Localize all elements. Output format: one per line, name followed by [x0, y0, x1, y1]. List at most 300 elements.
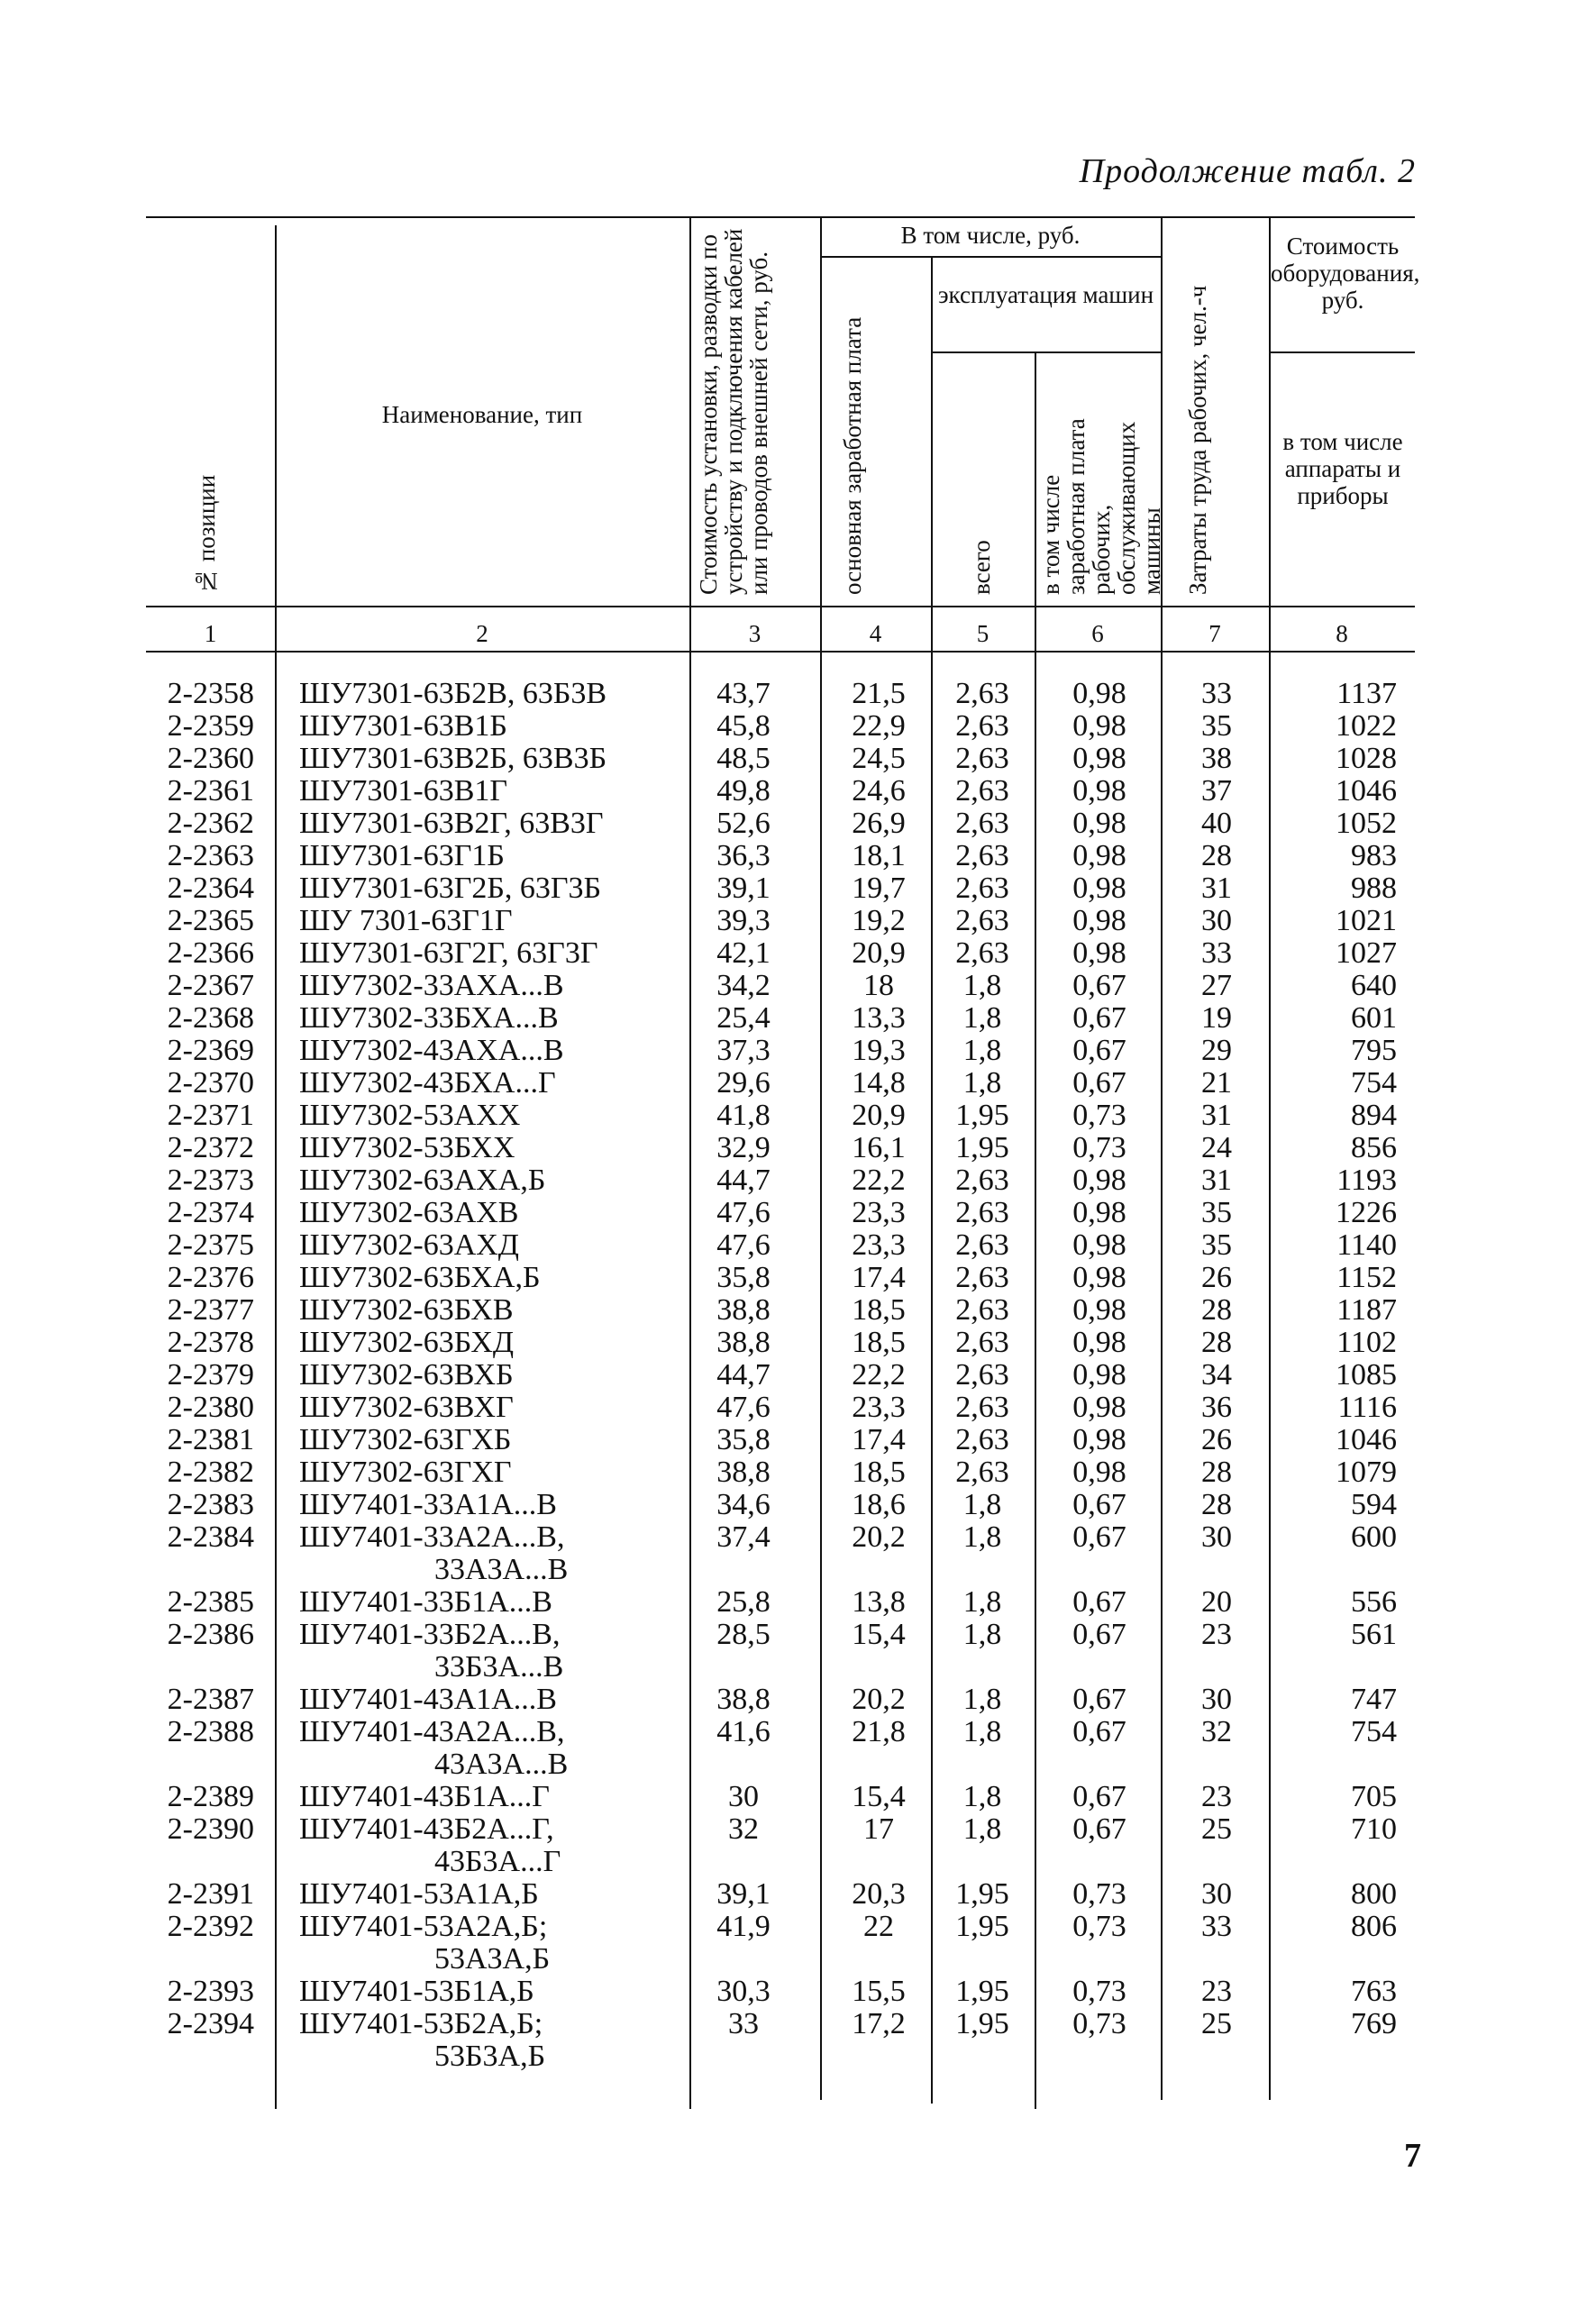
- cell-install-cost: 39,3: [716, 904, 771, 937]
- cell-apparatus: 594: [1351, 1488, 1397, 1521]
- cell-machine-total: 2,63: [955, 677, 1009, 710]
- cell-operator-wage: 0,67: [1072, 1780, 1126, 1813]
- cell-labor: 27: [1201, 969, 1232, 1002]
- cell-install-cost: 32: [728, 1812, 759, 1846]
- cell-base-wage: 22,2: [852, 1164, 906, 1197]
- cell-apparatus: 1052: [1336, 807, 1397, 840]
- cell-machine-total: 1,8: [962, 1520, 1002, 1554]
- cell-machine-total: 1,95: [955, 1131, 1009, 1164]
- page-number: 7: [1404, 2137, 1421, 2175]
- cell-name-line: ШУ7401-43Б2А...Г,: [299, 1812, 554, 1846]
- cell-apparatus: 795: [1351, 1034, 1397, 1067]
- cell-base-wage: 18: [863, 969, 894, 1002]
- cell-name: [299, 1489, 557, 1521]
- cell-install-cost: 47,6: [716, 1196, 771, 1229]
- header-total: всего: [968, 540, 995, 595]
- cell-position: 2-2375: [167, 1228, 254, 1262]
- cell-install-cost: 47,6: [716, 1228, 771, 1262]
- cell-name-line: ШУ7302-33АХА...В: [299, 969, 564, 1002]
- cell-install-cost: 43,7: [716, 677, 771, 710]
- cell-operator-wage: 0,98: [1072, 1261, 1126, 1294]
- col-divider-2: [689, 216, 691, 2109]
- cell-name-line: ШУ7302-63ВХГ: [299, 1391, 514, 1424]
- cell-name: [299, 872, 601, 905]
- cell-operator-wage: 0,98: [1072, 1164, 1126, 1197]
- group-rule: [820, 256, 1161, 258]
- cell-labor: 31: [1201, 1099, 1232, 1132]
- cell-name-line: ШУ7302-43БХА...Г: [299, 1066, 556, 1100]
- cell-base-wage: 18,1: [852, 839, 906, 872]
- cell-apparatus: 1193: [1336, 1164, 1397, 1197]
- colnum-bottom-rule: [146, 651, 1415, 653]
- cell-name-line: ШУ7302-43АХА...В: [299, 1034, 564, 1067]
- cell-name-line: ШУ7302-63АХД: [299, 1228, 519, 1262]
- page-title: Продолжение табл. 2: [1079, 152, 1416, 190]
- cell-name-line: ШУ 7301-63Г1Г: [299, 904, 513, 937]
- cell-operator-wage: 0,98: [1072, 839, 1126, 872]
- cell-install-cost: 41,9: [716, 1910, 771, 1943]
- cell-labor: 31: [1201, 1164, 1232, 1197]
- cell-labor: 19: [1201, 1001, 1232, 1035]
- cell-machine-total: 1,8: [962, 1488, 1002, 1521]
- cell-labor: 28: [1201, 1456, 1232, 1489]
- cell-name: [299, 1262, 541, 1294]
- header-labor: Затраты труда рабочих, чел.-ч: [1184, 285, 1211, 595]
- cell-position: 2-2374: [167, 1196, 254, 1229]
- cell-position: 2-2359: [167, 709, 254, 743]
- cell-name-line: ШУ7401-33А1А...В: [299, 1488, 557, 1521]
- cell-install-cost: 30: [728, 1780, 759, 1813]
- cell-operator-wage: 0,98: [1072, 1293, 1126, 1327]
- cell-name: [299, 710, 507, 743]
- cell-name-line: ШУ7302-53АХХ: [299, 1099, 521, 1132]
- table-top-rule: [146, 216, 1415, 218]
- cell-position: 2-2380: [167, 1391, 254, 1424]
- cell-base-wage: 17: [863, 1812, 894, 1846]
- cell-name-line: ШУ7401-43Б1А...Г: [299, 1780, 550, 1813]
- col-divider-1: [275, 225, 277, 2109]
- cell-operator-wage: 0,98: [1072, 936, 1126, 970]
- cell-name: [299, 1716, 568, 1781]
- cell-operator-wage: 0,67: [1072, 1715, 1126, 1748]
- cell-name: [299, 1911, 550, 1976]
- cell-install-cost: 48,5: [716, 742, 771, 775]
- cell-base-wage: 22,2: [852, 1358, 906, 1392]
- header-operator-wage: в том числе заработная плата рабочих, обслуживающих машины: [1037, 418, 1165, 595]
- cell-labor: 33: [1201, 1910, 1232, 1943]
- cell-name-line: ШУ7302-63ГХГ: [299, 1456, 512, 1489]
- cell-apparatus: 710: [1351, 1812, 1397, 1846]
- cell-machine-total: 1,8: [962, 1715, 1002, 1748]
- cell-name-continuation: 33А3А...В: [434, 1553, 569, 1586]
- cell-name: [299, 808, 604, 840]
- cell-position: 2-2385: [167, 1585, 254, 1619]
- cell-operator-wage: 0,73: [1072, 1131, 1126, 1164]
- cell-position: 2-2365: [167, 904, 254, 937]
- header-name: Наименование, тип: [381, 401, 583, 428]
- cell-name-line: ШУ7401-53А1А,Б: [299, 1877, 539, 1911]
- cell-apparatus: 1137: [1336, 677, 1397, 710]
- cell-machine-total: 2,63: [955, 1326, 1009, 1359]
- equip-rule: [1269, 351, 1415, 353]
- cell-operator-wage: 0,98: [1072, 1196, 1126, 1229]
- cell-install-cost: 38,8: [716, 1326, 771, 1359]
- cell-labor: 23: [1201, 1975, 1232, 2008]
- cell-labor: 35: [1201, 1228, 1232, 1262]
- cell-base-wage: 22,9: [852, 709, 906, 743]
- colnum-2: 2: [476, 620, 488, 647]
- header-group: В том числе, руб.: [900, 222, 1081, 249]
- cell-install-cost: 29,6: [716, 1066, 771, 1100]
- cell-name-line: ШУ7302-63БХД: [299, 1326, 515, 1359]
- cell-position: 2-2387: [167, 1683, 254, 1716]
- cell-machine-total: 1,8: [962, 969, 1002, 1002]
- cell-machine-total: 2,63: [955, 807, 1009, 840]
- cell-machine-total: 2,63: [955, 1456, 1009, 1489]
- cell-base-wage: 21,8: [852, 1715, 906, 1748]
- cell-operator-wage: 0,98: [1072, 904, 1126, 937]
- cell-position: 2-2367: [167, 969, 254, 1002]
- cell-position: 2-2383: [167, 1488, 254, 1521]
- cell-name-line: ШУ7301-63Г1Б: [299, 839, 505, 872]
- cell-machine-total: 2,63: [955, 1293, 1009, 1327]
- cell-name-line: ШУ7301-63Б2В, 63Б3В: [299, 677, 607, 710]
- header-apparatus: в том числе аппараты и приборы: [1282, 428, 1403, 509]
- cell-base-wage: 18,6: [852, 1488, 906, 1521]
- cell-machine-total: 1,95: [955, 1975, 1009, 2008]
- cell-install-cost: 42,1: [716, 936, 771, 970]
- colnum-8: 8: [1336, 620, 1348, 647]
- cell-labor: 30: [1201, 904, 1232, 937]
- cell-name-line: ШУ7401-53А2А,Б;: [299, 1910, 548, 1943]
- cell-machine-total: 2,63: [955, 1196, 1009, 1229]
- cell-apparatus: 1085: [1336, 1358, 1397, 1392]
- colnum-6: 6: [1091, 620, 1104, 647]
- cell-labor: 35: [1201, 1196, 1232, 1229]
- colnum-5: 5: [976, 620, 990, 647]
- cell-install-cost: 39,1: [716, 1877, 771, 1911]
- cell-name: [299, 1813, 561, 1878]
- cell-install-cost: 44,7: [716, 1164, 771, 1197]
- cell-operator-wage: 0,67: [1072, 1488, 1126, 1521]
- cell-name: [299, 1878, 539, 1911]
- cell-install-cost: 38,8: [716, 1683, 771, 1716]
- cell-operator-wage: 0,98: [1072, 742, 1126, 775]
- cell-name: [299, 905, 513, 937]
- colnum-3: 3: [748, 620, 762, 647]
- cell-operator-wage: 0,73: [1072, 1099, 1126, 1132]
- cell-labor: 26: [1201, 1261, 1232, 1294]
- cell-name: [299, 1976, 534, 2008]
- cell-labor: 31: [1201, 872, 1232, 905]
- colnum-1: 1: [204, 620, 217, 647]
- cell-base-wage: 17,2: [852, 2007, 906, 2040]
- cell-operator-wage: 0,98: [1072, 1391, 1126, 1424]
- cell-name-line: ШУ7302-63АХА,Б: [299, 1164, 546, 1197]
- cell-labor: 28: [1201, 1293, 1232, 1327]
- header-base-wage: основная заработная плата: [839, 316, 866, 595]
- cell-name: [299, 1035, 564, 1067]
- cell-machine-total: 2,63: [955, 872, 1009, 905]
- cell-name-line: ШУ7401-43А1А...В: [299, 1683, 557, 1716]
- cell-machine-total: 2,63: [955, 1228, 1009, 1262]
- cell-base-wage: 23,3: [852, 1228, 906, 1262]
- cell-apparatus: 988: [1351, 872, 1397, 905]
- cell-labor: 34: [1201, 1358, 1232, 1392]
- cell-apparatus: 1152: [1336, 1261, 1397, 1294]
- cell-name: [299, 1100, 520, 1132]
- cell-apparatus: 983: [1351, 839, 1397, 872]
- cell-name: [299, 1619, 563, 1684]
- cell-name: [299, 775, 507, 808]
- cell-apparatus: 769: [1351, 2007, 1397, 2040]
- cell-machine-total: 1,95: [955, 1099, 1009, 1132]
- cell-position: 2-2373: [167, 1164, 254, 1197]
- cell-position: 2-2358: [167, 677, 254, 710]
- cell-labor: 37: [1201, 774, 1232, 808]
- cell-name-line: ШУ7302-33БХА...В: [299, 1001, 559, 1035]
- cell-name: [299, 970, 564, 1002]
- cell-position: 2-2371: [167, 1099, 254, 1132]
- cell-machine-total: 2,63: [955, 774, 1009, 808]
- cell-name: [299, 678, 606, 710]
- cell-position: 2-2381: [167, 1423, 254, 1456]
- cell-operator-wage: 0,98: [1072, 872, 1126, 905]
- cell-operator-wage: 0,98: [1072, 774, 1126, 808]
- cell-labor: 36: [1201, 1391, 1232, 1424]
- cell-apparatus: 1046: [1336, 1423, 1397, 1456]
- cell-name-line: ШУ7401-43А2А...В,: [299, 1715, 565, 1748]
- cell-operator-wage: 0,67: [1072, 1812, 1126, 1846]
- cell-base-wage: 19,3: [852, 1034, 906, 1067]
- cell-install-cost: 49,8: [716, 774, 771, 808]
- cell-install-cost: 38,8: [716, 1456, 771, 1489]
- cell-name-line: ШУ7301-63В1Б: [299, 709, 507, 743]
- cell-name: [299, 1327, 514, 1359]
- cell-labor: 40: [1201, 807, 1232, 840]
- cell-position: 2-2393: [167, 1975, 254, 2008]
- cell-name: [299, 1294, 514, 1327]
- cell-machine-total: 1,95: [955, 1910, 1009, 1943]
- cell-apparatus: 754: [1351, 1715, 1397, 1748]
- cell-machine-total: 2,63: [955, 709, 1009, 743]
- cell-apparatus: 1187: [1336, 1293, 1397, 1327]
- cell-labor: 28: [1201, 1326, 1232, 1359]
- cell-labor: 33: [1201, 677, 1232, 710]
- cell-name: [299, 840, 505, 872]
- cell-position: 2-2382: [167, 1456, 254, 1489]
- cell-labor: 23: [1201, 1780, 1232, 1813]
- cell-operator-wage: 0,98: [1072, 1228, 1126, 1262]
- cell-base-wage: 18,5: [852, 1326, 906, 1359]
- header-bottom-rule: [146, 606, 1415, 607]
- cell-operator-wage: 0,67: [1072, 1585, 1126, 1619]
- cell-labor: 25: [1201, 1812, 1232, 1846]
- cell-name-line: ШУ7301-63В2Г, 63В3Г: [299, 807, 604, 840]
- cell-labor: 26: [1201, 1423, 1232, 1456]
- cell-machine-total: 1,95: [955, 2007, 1009, 2040]
- cell-operator-wage: 0,98: [1072, 1423, 1126, 1456]
- cell-labor: 32: [1201, 1715, 1232, 1748]
- cell-install-cost: 47,6: [716, 1391, 771, 1424]
- cell-base-wage: 24,5: [852, 742, 906, 775]
- cell-apparatus: 806: [1351, 1910, 1397, 1943]
- cell-operator-wage: 0,98: [1072, 677, 1126, 710]
- header-position: № позиции: [193, 474, 220, 595]
- cell-install-cost: 25,8: [716, 1585, 771, 1619]
- cell-name: [299, 1229, 519, 1262]
- cell-machine-total: 1,8: [962, 1034, 1002, 1067]
- cell-labor: 30: [1201, 1520, 1232, 1554]
- cell-base-wage: 22: [863, 1910, 894, 1943]
- cell-name: [299, 1586, 552, 1619]
- cell-operator-wage: 0,67: [1072, 1683, 1126, 1716]
- cell-apparatus: 894: [1351, 1099, 1397, 1132]
- cell-base-wage: 18,5: [852, 1293, 906, 1327]
- cell-labor: 23: [1201, 1618, 1232, 1651]
- cell-name-continuation: 43А3А...В: [434, 1748, 569, 1781]
- cell-install-cost: 34,6: [716, 1488, 771, 1521]
- cell-operator-wage: 0,98: [1072, 1326, 1126, 1359]
- cell-name: [299, 937, 597, 970]
- cell-name-line: ШУ7302-53БХХ: [299, 1131, 515, 1164]
- cell-install-cost: 30,3: [716, 1975, 771, 2008]
- cell-name-line: ШУ7301-63Г2Б, 63Г3Б: [299, 872, 602, 905]
- cell-position: 2-2364: [167, 872, 254, 905]
- cell-install-cost: 35,8: [716, 1423, 771, 1456]
- cell-apparatus: 747: [1351, 1683, 1397, 1716]
- colnum-4: 4: [869, 620, 882, 647]
- header-machine-operation: эксплуатация машин: [937, 281, 1154, 308]
- cell-labor: 25: [1201, 2007, 1232, 2040]
- cell-install-cost: 41,8: [716, 1099, 771, 1132]
- cell-position: 2-2372: [167, 1131, 254, 1164]
- cell-name: [299, 1781, 550, 1813]
- cell-apparatus: 561: [1351, 1618, 1397, 1651]
- cell-position: 2-2392: [167, 1910, 254, 1943]
- header-install-cost: Стоимость установки, разводки по устройству и подключения кабелей или проводов внешней сети, руб.: [695, 228, 772, 595]
- cell-operator-wage: 0,98: [1072, 807, 1126, 840]
- cell-position: 2-2377: [167, 1293, 254, 1327]
- cell-apparatus: 1116: [1337, 1391, 1397, 1424]
- cell-position: 2-2384: [167, 1520, 254, 1554]
- cell-operator-wage: 0,98: [1072, 1456, 1126, 1489]
- cell-name: [299, 1359, 514, 1392]
- cell-base-wage: 20,3: [852, 1877, 906, 1911]
- cell-position: 2-2360: [167, 742, 254, 775]
- cell-machine-total: 2,63: [955, 1261, 1009, 1294]
- cell-apparatus: 1140: [1336, 1228, 1397, 1262]
- cell-labor: 28: [1201, 839, 1232, 872]
- cell-name-continuation: 43Б3А...Г: [434, 1845, 561, 1878]
- cell-position: 2-2379: [167, 1358, 254, 1392]
- cell-operator-wage: 0,98: [1072, 1358, 1126, 1392]
- cell-name-line: ШУ7401-53Б1А,Б: [299, 1975, 534, 2008]
- cell-install-cost: 41,6: [716, 1715, 771, 1748]
- cell-install-cost: 37,3: [716, 1034, 771, 1067]
- cell-name: [299, 1164, 545, 1197]
- cell-position: 2-2370: [167, 1066, 254, 1100]
- cell-base-wage: 20,2: [852, 1683, 906, 1716]
- cell-install-cost: 44,7: [716, 1358, 771, 1392]
- cell-apparatus: 1046: [1336, 774, 1397, 808]
- cell-machine-total: 1,8: [962, 1585, 1002, 1619]
- cell-position: 2-2363: [167, 839, 254, 872]
- cell-name-continuation: 33Б3А...В: [434, 1650, 564, 1684]
- cell-base-wage: 17,4: [852, 1423, 906, 1456]
- cell-name-line: ШУ7301-63В2Б, 63В3Б: [299, 742, 607, 775]
- cell-apparatus: 1022: [1336, 709, 1397, 743]
- cell-operator-wage: 0,73: [1072, 1975, 1126, 2008]
- cell-machine-total: 2,63: [955, 839, 1009, 872]
- cell-name: [299, 1002, 559, 1035]
- cell-base-wage: 26,9: [852, 807, 906, 840]
- cell-machine-total: 1,8: [962, 1683, 1002, 1716]
- cell-name: [299, 2008, 545, 2073]
- cell-operator-wage: 0,67: [1072, 1618, 1126, 1651]
- cell-apparatus: 600: [1351, 1520, 1397, 1554]
- cell-apparatus: 754: [1351, 1066, 1397, 1100]
- cell-base-wage: 20,2: [852, 1520, 906, 1554]
- cell-apparatus: 705: [1351, 1780, 1397, 1813]
- cell-labor: 30: [1201, 1877, 1232, 1911]
- cell-machine-total: 2,63: [955, 904, 1009, 937]
- cell-machine-total: 1,95: [955, 1877, 1009, 1911]
- cell-install-cost: 33: [728, 2007, 759, 2040]
- cell-machine-total: 2,63: [955, 1391, 1009, 1424]
- cell-name-line: ШУ7401-33А2А...В,: [299, 1520, 565, 1554]
- cell-name-continuation: 53Б3А,Б: [434, 2040, 546, 2073]
- cell-base-wage: 13,8: [852, 1585, 906, 1619]
- cell-apparatus: 1021: [1336, 904, 1397, 937]
- cell-name: [299, 1424, 511, 1456]
- cell-apparatus: 556: [1351, 1585, 1397, 1619]
- cell-position: 2-2394: [167, 2007, 254, 2040]
- cell-base-wage: 15,5: [852, 1975, 906, 2008]
- cell-apparatus: 1102: [1336, 1326, 1397, 1359]
- exp-rule: [931, 351, 1161, 353]
- cell-name: [299, 1197, 518, 1229]
- cell-name: [299, 1067, 556, 1100]
- cell-install-cost: 37,4: [716, 1520, 771, 1554]
- cell-base-wage: 16,1: [852, 1131, 906, 1164]
- col-divider-3: [820, 216, 822, 2100]
- cell-machine-total: 1,8: [962, 1066, 1002, 1100]
- cell-base-wage: 13,3: [852, 1001, 906, 1035]
- cell-base-wage: 20,9: [852, 1099, 906, 1132]
- cell-base-wage: 14,8: [852, 1066, 906, 1100]
- cell-operator-wage: 0,67: [1072, 1520, 1126, 1554]
- cell-position: 2-2366: [167, 936, 254, 970]
- cell-apparatus: 800: [1351, 1877, 1397, 1911]
- cell-install-cost: 34,2: [716, 969, 771, 1002]
- cell-install-cost: 35,8: [716, 1261, 771, 1294]
- cell-base-wage: 15,4: [852, 1780, 906, 1813]
- cell-base-wage: 18,5: [852, 1456, 906, 1489]
- cell-install-cost: 39,1: [716, 872, 771, 905]
- cell-operator-wage: 0,67: [1072, 1034, 1126, 1067]
- cell-machine-total: 1,8: [962, 1001, 1002, 1035]
- cell-name-line: ШУ7301-63В1Г: [299, 774, 508, 808]
- cell-name: [299, 1684, 557, 1716]
- cell-labor: 28: [1201, 1488, 1232, 1521]
- cell-install-cost: 36,3: [716, 839, 771, 872]
- cell-operator-wage: 0,67: [1072, 969, 1126, 1002]
- cell-machine-total: 1,8: [962, 1780, 1002, 1813]
- header-equipment: Стоимость оборудования, руб.: [1271, 233, 1420, 314]
- cell-labor: 24: [1201, 1131, 1232, 1164]
- cell-base-wage: 23,3: [852, 1196, 906, 1229]
